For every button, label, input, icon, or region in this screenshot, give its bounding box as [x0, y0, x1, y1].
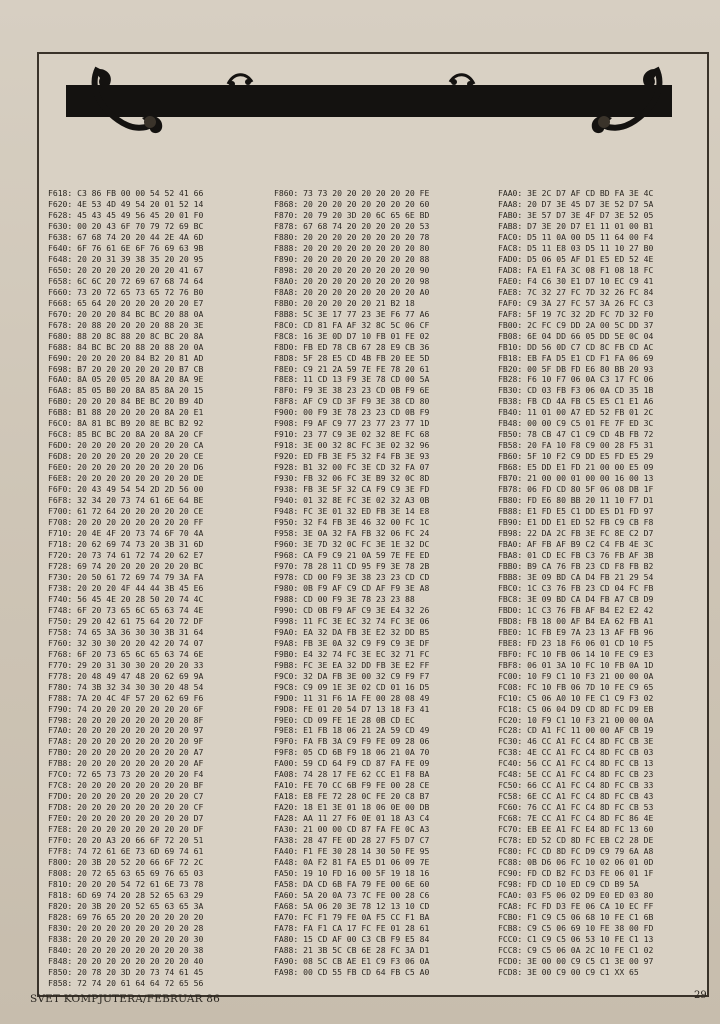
hex-row: FAF8: 5F 19 7C 32 2D FC 7D 32 F0 — [498, 308, 654, 319]
hex-row: F888: 20 20 20 20 20 20 20 20 80 — [274, 242, 430, 253]
hex-row: F7B8: 20 20 20 20 20 20 20 20 AF — [48, 758, 204, 769]
hex-row: F9A8: FB 3E 0A 32 C9 F9 C9 3E DF — [274, 637, 430, 648]
hex-row: F6E0: 20 20 20 20 20 20 20 20 D6 — [48, 462, 204, 473]
hex-row: FC28: CD A1 FC 11 00 00 AF CB 19 — [498, 725, 654, 736]
hex-row: FA00: 59 CD 64 F9 CD 87 FA FE 09 — [274, 758, 430, 769]
hex-row: F738: 20 20 20 4F 44 44 3B 45 E6 — [48, 582, 204, 593]
hex-row: F8E8: 11 CD 13 F9 3E 78 CD 00 5A — [274, 374, 430, 385]
hex-row: F9B8: FC 3E EA 32 DD FB 3E E2 FF — [274, 659, 430, 670]
hex-row: F6D8: 20 20 20 20 20 20 20 20 CE — [48, 451, 204, 462]
hex-row: FA18: E8 FE 72 28 0C FE 20 C8 B7 — [274, 791, 430, 802]
hex-row: F760: 32 30 30 20 20 42 20 74 07 — [48, 637, 204, 648]
hex-row: FAF0: C9 3A 27 FC 57 3A 26 FC C3 — [498, 297, 654, 308]
hex-row: FC70: EB EE A1 FC E4 8D FC 13 60 — [498, 824, 654, 835]
hex-row: F8E0: C9 21 2A 59 7E FE 78 20 61 — [274, 363, 430, 374]
hex-row: F800: 20 3B 20 52 20 66 6F 72 2C — [48, 857, 204, 868]
hex-row: F678: 20 88 20 20 20 20 88 20 3E — [48, 319, 204, 330]
hex-row: FC00: 10 F9 C1 10 F3 21 00 00 0A — [498, 670, 654, 681]
hex-row: FC08: FC 10 FB 06 7D 10 FE C9 65 — [498, 681, 654, 692]
hex-row: F900: 00 F9 3E 78 23 23 CD 0B F9 — [274, 407, 430, 418]
hex-row: F858: 72 74 20 61 64 64 72 65 56 — [48, 977, 204, 988]
hex-row: FB00: 2C FC C9 DD 2A 00 5C DD 37 — [498, 319, 654, 330]
hex-row: F6B8: B1 88 20 20 20 20 8A 20 E1 — [48, 407, 204, 418]
hex-row: F9C8: C9 09 1E 3E 02 CD 01 16 D5 — [274, 681, 430, 692]
hex-row: F9F8: 05 CD 6B F9 18 06 21 0A 70 — [274, 747, 430, 758]
hex-row: F818: 6D 69 74 20 28 52 65 63 29 — [48, 890, 204, 900]
hex-row: F6C8: 85 BC BC 20 8A 20 8A 20 CF — [48, 429, 204, 440]
hex-row: FBE0: 1C FB E9 7A 23 13 AF FB 96 — [498, 626, 654, 637]
hex-row: F880: 20 20 20 20 20 20 20 20 78 — [274, 231, 430, 242]
hex-row: F6F8: 32 34 20 73 74 61 6E 64 BE — [48, 495, 204, 506]
hex-row: F938: FB 3E 5F 32 CA F9 C9 3E FD — [274, 484, 430, 495]
hex-row: F910: 23 77 C9 3E 02 32 8E FC 68 — [274, 429, 430, 440]
hex-row: F6A8: 85 05 B0 20 8A 85 8A 20 15 — [48, 385, 204, 396]
hex-row: F920: ED FB 3E F5 32 F4 FB 3E 93 — [274, 451, 430, 462]
hex-row: FB20: 00 5F DB FD E6 80 BB 20 93 — [498, 363, 654, 374]
hex-row: FBC8: 3E 09 BD CA D4 FB A7 CB D9 — [498, 593, 654, 604]
hex-row: FCD0: 3E 00 00 C9 C5 C1 3E 00 97 — [498, 955, 654, 966]
hex-row: F8F0: F9 3E 38 23 23 CD 0B F9 6E — [274, 385, 430, 396]
hex-row: FB38: FB CD 4A FB C5 E5 C1 E1 A6 — [498, 396, 654, 407]
page-number: 29 — [694, 990, 707, 1001]
hex-row: FA88: 21 3B 5C CB 6E 28 FC 3A D1 — [274, 944, 430, 955]
hex-row: FB88: E1 FD E5 C1 DD E5 D1 FD 97 — [498, 506, 654, 517]
hex-row: FA90: 08 5C CB AE E1 C9 F3 06 0A — [274, 955, 430, 966]
hex-row: FC88: 0B D6 06 FC 10 02 06 01 0D — [498, 857, 654, 868]
hex-row: F958: 3E 0A 32 FA FB 32 06 FC 24 — [274, 528, 430, 539]
hex-row: F680: 88 20 8C 88 20 8C BC 20 8A — [48, 330, 204, 341]
hex-row: FA78: FA F1 CA 17 FC FE 01 28 61 — [274, 922, 430, 933]
hex-row: F7F8: 74 72 61 6E 73 6D 69 74 61 — [48, 846, 204, 857]
hex-row: F948: FC 3E 01 32 ED FB 3E 14 E8 — [274, 506, 430, 517]
hex-row: F7B0: 20 20 20 20 20 20 20 20 A7 — [48, 747, 204, 758]
hex-row: FB10: DD 56 0D C7 CD 8C FB CD AC — [498, 341, 654, 352]
hex-row: FBF8: 06 01 3A 10 FC 10 FB 0A 1D — [498, 659, 654, 670]
hex-row: FA20: 18 E1 3E 01 18 06 0E 00 DB — [274, 802, 430, 813]
hex-row: F640: 6F 76 61 6E 6F 76 69 63 9B — [48, 242, 204, 253]
hex-row: F638: 67 68 74 20 20 44 2E 4A 6D — [48, 231, 204, 242]
hex-row: FC80: FC CD 8D FC D9 C9 79 6A A8 — [498, 846, 654, 857]
scroll-ornament-small-right — [448, 70, 476, 90]
hex-row: F6C0: 8A 81 BC B9 20 8E BC B2 92 — [48, 418, 204, 429]
scroll-ornament-left — [88, 64, 168, 138]
hex-row: FB90: E1 DD E1 ED 52 FB C9 CB F8 — [498, 517, 654, 528]
hex-row: FCA8: FC FD D3 FE 06 CA 10 EC FF — [498, 900, 654, 911]
hex-row: F8A8: 20 20 20 20 20 20 20 20 A0 — [274, 286, 430, 297]
hex-row: F8F8: AF C9 CD 3F F9 3E 38 CD 80 — [274, 396, 430, 407]
hex-row: F688: 84 BC BC 20 88 20 88 20 0A — [48, 341, 204, 352]
hex-row: FCA0: 03 F5 06 02 D9 E0 ED 03 80 — [498, 890, 654, 900]
hex-row: FA40: F1 FE 30 28 14 30 50 FE 95 — [274, 846, 430, 857]
hex-row: FA60: 5A 20 0A 73 7C FE 00 28 C6 — [274, 890, 430, 900]
hex-row: FC58: 6E CC A1 FC C4 8D FC CB 43 — [498, 791, 654, 802]
hex-row: F718: 20 62 69 74 73 20 3B 31 6D — [48, 539, 204, 549]
hex-row: FB50: 78 CB 47 C1 C9 CD 4B FB 72 — [498, 429, 654, 440]
hex-row: F618: C3 86 FB 00 00 54 52 41 66 — [48, 188, 204, 198]
hex-row: FC60: 76 CC A1 FC C4 8D FC CB 53 — [498, 802, 654, 813]
hex-row: F7F0: 20 20 A3 20 66 6F 72 20 51 — [48, 835, 204, 846]
hex-row: F698: B7 20 20 20 20 20 20 B7 CB — [48, 363, 204, 374]
hex-row: F620: 4E 53 4D 49 54 20 01 52 14 — [48, 198, 204, 209]
hex-row: FB78: 06 FD CD 80 5F 06 08 DB 1F — [498, 484, 654, 495]
hex-row: FB40: 11 01 00 A7 ED 52 FB 01 2C — [498, 407, 654, 418]
hex-row: F970: 78 28 11 CD 95 F9 3E 78 2B — [274, 560, 430, 571]
hex-row: F658: 6C 6C 20 72 69 67 68 74 64 — [48, 275, 204, 286]
hex-row: F848: 20 20 20 20 20 20 20 20 40 — [48, 955, 204, 966]
hex-row: F850: 20 78 20 3D 20 73 74 61 45 — [48, 966, 204, 977]
hex-row: FBB8: 3E 09 BD CA D4 FB 21 29 54 — [498, 571, 654, 582]
hex-row: FC98: FD CD 10 ED C9 CD B9 5A — [498, 879, 639, 890]
hex-row: FB08: 6E 04 DD 66 05 DD 5E 0C 04 — [498, 330, 654, 341]
hex-row: FAE0: F4 C6 30 E1 D7 10 EC C9 41 — [498, 275, 654, 286]
hex-row: F6A0: 8A 05 20 05 20 8A 20 8A 9E — [48, 374, 204, 385]
hex-row: F868: 20 20 20 20 20 20 20 20 60 — [274, 198, 430, 209]
hex-row: FAA8: 20 D7 3E 45 D7 3E 52 D7 5A — [498, 198, 654, 209]
hex-column-1 — [48, 188, 203, 989]
hex-row: F968: CA F9 C9 21 0A 59 7E FE ED — [274, 549, 430, 560]
hex-row: FC38: 4E CC A1 FC C4 8D FC CB 03 — [498, 747, 654, 758]
hex-row: F778: 20 48 49 47 48 20 62 69 9A — [48, 670, 204, 681]
hex-row: FAE8: 7C 32 27 FC 7D 32 26 FC 84 — [498, 286, 654, 297]
hex-row: F978: CD 00 F9 3E 38 23 23 CD CD — [274, 571, 430, 582]
hex-row: F9F0: FA FB 3A C9 F9 FE 09 28 06 — [274, 736, 430, 747]
hex-row: FB48: 00 00 C9 C5 01 FE 7F ED 3C — [498, 418, 654, 429]
scroll-ornament-right — [586, 64, 666, 138]
hex-row: FCB8: C9 C5 06 69 10 FE 38 00 FD — [498, 922, 654, 933]
hex-row: F668: 65 64 20 20 20 20 20 20 E7 — [48, 297, 204, 308]
hex-row: FB70: 21 00 00 01 00 00 16 00 13 — [498, 473, 654, 484]
hex-row: FBB0: B9 CA 76 FB 23 CD F8 FB B2 — [498, 560, 654, 571]
hex-row: FCB0: F1 C9 C5 06 68 10 FE C1 6B — [498, 911, 654, 922]
hex-row: FA28: AA 11 27 F6 0E 01 18 A3 C4 — [274, 813, 430, 824]
hex-row: F720: 20 73 74 61 72 74 20 62 E7 — [48, 549, 204, 560]
hex-row: F8D8: 5F 28 E5 CD 4B FB 20 EE 5D — [274, 352, 430, 363]
hex-row: F650: 20 20 20 20 20 20 20 41 67 — [48, 264, 204, 275]
hex-row: FC18: C5 06 04 D9 CD 8D FC D9 EB — [498, 703, 654, 714]
hex-row: F788: 7A 20 4C 4F 57 20 62 69 F6 — [48, 692, 204, 703]
hex-row: FC30: 46 CC A1 FC C4 8D FC CB 3E — [498, 736, 654, 747]
hex-row: FB28: F6 10 F7 06 0A C3 17 FC 06 — [498, 374, 654, 385]
hex-row: FA38: 28 47 FE 0D 28 27 F5 D7 C7 — [274, 835, 430, 846]
hex-row: F7A8: 20 20 20 20 20 20 20 20 9F — [48, 736, 204, 747]
hex-row: F8B8: 5C 3E 17 77 23 3E F6 77 A6 — [274, 308, 430, 319]
hex-row: FC90: FD CD B2 FC D3 FE 06 01 1F — [498, 868, 654, 879]
hex-row: FA50: 19 10 FD 16 00 5F 19 18 16 — [274, 868, 430, 879]
hex-row: F860: 73 73 20 20 20 20 20 20 FE — [274, 188, 430, 198]
hex-row: F6B0: 20 20 20 84 BE BC 20 B9 4D — [48, 396, 204, 407]
hex-row: F6D0: 20 20 20 20 20 20 20 20 CA — [48, 440, 204, 451]
hex-row: F758: 74 65 3A 36 30 30 3B 31 64 — [48, 626, 204, 637]
hex-row: F768: 6F 20 73 65 6C 65 63 74 6E — [48, 648, 204, 659]
hex-row: FB98: 22 DA 2C FB 3E FC 8E C2 D7 — [498, 528, 654, 539]
hex-row: F820: 20 3B 20 20 52 65 63 65 3A — [48, 900, 204, 911]
hex-row: F780: 74 3B 32 34 30 30 20 48 54 — [48, 681, 204, 692]
hex-row: FA70: FC F1 79 FE 0A F5 CC F1 BA — [274, 911, 430, 922]
hex-row: F750: 29 20 42 61 75 64 20 72 DF — [48, 615, 204, 626]
hex-row: FC50: 66 CC A1 FC C4 8D FC CB 33 — [498, 780, 654, 791]
hex-row: FA08: 74 28 17 FE 62 CC E1 F8 BA — [274, 769, 430, 780]
hex-row: F690: 20 20 20 20 84 B2 20 81 AD — [48, 352, 204, 363]
hex-row: FB58: 20 FA 10 F8 C9 00 28 F5 31 — [498, 440, 654, 451]
hex-column-2 — [274, 188, 429, 978]
hex-row: FAC0: D5 11 0A 00 D5 11 64 00 F4 — [498, 231, 654, 242]
hex-row: F998: 11 FC 3E EC 32 74 FC 3E 06 — [274, 615, 430, 626]
hex-row: F8D0: FB ED 78 CB 67 28 E9 CB 36 — [274, 341, 430, 352]
hex-row: FCC8: C9 C5 06 0A 2C 10 FE C1 02 — [498, 944, 654, 955]
hex-row: F7C8: 20 20 20 20 20 20 20 20 BF — [48, 780, 204, 791]
hex-row: F660: 73 20 72 65 73 65 72 76 B0 — [48, 286, 204, 297]
hex-row: F8A0: 20 20 20 20 20 20 20 20 98 — [274, 275, 430, 286]
hex-row: FAB0: 3E 57 D7 3E 4F D7 3E 52 05 — [498, 209, 654, 220]
hex-row: FBA8: 01 CD EC FB C3 76 FB AF 3B — [498, 549, 654, 560]
hex-row: F878: 67 68 74 20 20 20 20 20 53 — [274, 220, 430, 231]
hex-column-3 — [498, 188, 653, 978]
hex-row: F728: 69 74 20 20 20 20 20 20 BC — [48, 560, 204, 571]
scroll-ornament-small-left — [226, 70, 254, 90]
hex-row: FA68: 5A 06 20 3E 78 12 13 10 CD — [274, 900, 430, 911]
hex-row: FBF0: FC 10 FB 06 14 10 FE C9 E3 — [498, 648, 654, 659]
hex-row: F770: 29 20 31 30 30 20 20 20 33 — [48, 659, 204, 670]
hex-row: FA10: FE 70 CC 6B F9 FE 00 28 CE — [274, 780, 430, 791]
hex-row: FBC0: 1C C3 76 FB 23 CD 04 FC FB — [498, 582, 654, 593]
hex-row: F7D8: 20 20 20 20 20 20 20 20 CF — [48, 802, 204, 813]
hex-row: F980: 0B F9 AF C9 CD AF F9 3E A8 — [274, 582, 430, 593]
hex-row: FB80: FD E6 80 BB 20 11 10 F7 D1 — [498, 495, 654, 506]
hex-row: F630: 00 20 43 6F 70 79 72 69 BC — [48, 220, 204, 231]
hex-row: FAD0: D5 06 05 AF D1 E5 ED 52 4E — [498, 253, 654, 264]
hex-row: FBD8: FB 18 00 AF B4 EA 62 FB A1 — [498, 615, 654, 626]
hex-row: FA98: 00 CD 55 FB CD 64 FB C5 A0 — [274, 966, 430, 977]
hex-row: F9C0: 32 DA FB 3E 00 32 C9 F9 F7 — [274, 670, 430, 681]
hex-row: F9E0: CD 09 FE 1E 28 0B CD EC — [274, 714, 415, 725]
hex-row: FC48: 5E CC A1 FC C4 8D FC CB 23 — [498, 769, 654, 780]
hex-row: FA48: 0A F2 81 FA E5 D1 06 09 7E — [274, 857, 430, 868]
hex-row: FB30: CD 03 FB F3 06 0A CD 35 1B — [498, 385, 654, 396]
hex-row: F790: 74 20 20 20 20 20 20 20 6F — [48, 703, 204, 714]
hex-row: F6E8: 20 20 20 20 20 20 20 20 DE — [48, 473, 204, 484]
hex-listing — [48, 188, 708, 988]
hex-row: F9B0: E4 32 74 FC 3E EC 32 71 FC — [274, 648, 430, 659]
hex-row: F700: 61 72 64 20 20 20 20 20 CE — [48, 506, 204, 517]
hex-row: F8C0: CD 81 FA AF 32 8C 5C 06 CF — [274, 319, 430, 330]
hex-row: F7E8: 20 20 20 20 20 20 20 20 DF — [48, 824, 204, 835]
hex-row: F628: 45 43 45 49 56 45 20 01 F0 — [48, 209, 204, 220]
hex-row: F7A0: 20 20 20 20 20 20 20 20 97 — [48, 725, 204, 736]
hex-row: F830: 20 20 20 20 20 20 20 20 28 — [48, 922, 204, 933]
hex-row: FAB8: D7 3E 20 D7 E1 11 01 00 B1 — [498, 220, 654, 231]
hex-row: F7D0: 20 20 20 20 20 20 20 20 C7 — [48, 791, 204, 802]
hex-row: F708: 20 20 20 20 20 20 20 20 FF — [48, 517, 204, 528]
hex-row: F740: 56 45 4E 20 28 50 20 74 4C — [48, 593, 204, 604]
hex-row: F710: 20 4E 4F 20 73 74 6F 70 4A — [48, 528, 204, 539]
hex-row: FB60: 5F 10 F2 C9 DD E5 FD E5 29 — [498, 451, 654, 462]
hex-row: F748: 6F 20 73 65 6C 65 63 74 4E — [48, 604, 204, 615]
hex-row: F7E0: 20 20 20 20 20 20 20 20 D7 — [48, 813, 204, 824]
hex-row: F908: F9 AF C9 77 23 77 23 77 1D — [274, 418, 430, 429]
hex-row: F9D0: 11 31 F6 1A FE 00 28 08 49 — [274, 692, 430, 703]
hex-row: FC68: 7E CC A1 FC C4 8D FC 86 4E — [498, 813, 654, 824]
hex-row: F6F0: 20 43 49 54 54 2D 2D 56 00 — [48, 484, 204, 495]
hex-row: F9D8: FE 01 20 54 D7 13 18 F3 41 — [274, 703, 430, 714]
hex-row: FC10: C5 06 A0 10 FE C1 C9 F3 02 — [498, 692, 654, 703]
footer-publication: SVET KOMPJUTERA/FEBRUAR 86 — [30, 993, 221, 1005]
hex-row: FA30: 21 00 00 CD 87 FA FE 0C A3 — [274, 824, 430, 835]
hex-row: F798: 20 20 20 20 20 20 20 20 8F — [48, 714, 204, 725]
hex-row: F808: 20 72 65 63 65 69 76 65 03 — [48, 868, 204, 879]
hex-row: FC40: 56 CC A1 FC C4 8D FC CB 13 — [498, 758, 654, 769]
hex-row: F918: 3E 00 32 8C FC 3E 02 32 96 — [274, 440, 430, 451]
hex-row: FCD8: 3E 00 C9 00 C9 C1 XX 65 — [498, 966, 639, 977]
hex-row: FCC0: C1 C9 C5 06 53 10 FE C1 13 — [498, 933, 654, 944]
hex-row: F9A0: EA 32 DA FB 3E E2 32 DD B5 — [274, 626, 430, 637]
hex-row: F960: 3E 7D 32 0C FC 3E 1E 32 DC — [274, 539, 430, 549]
hex-row: FB18: EB FA D5 E1 CD F1 FA 06 69 — [498, 352, 654, 363]
hex-row: F990: CD 0B F9 AF C9 3E E4 32 26 — [274, 604, 430, 615]
hex-row: F898: 20 20 20 20 20 20 20 20 90 — [274, 264, 430, 275]
hex-row: FA80: 15 CD AF 00 C3 CB F9 E5 84 — [274, 933, 430, 944]
hex-row: F890: 20 20 20 20 20 20 20 20 88 — [274, 253, 430, 264]
hex-row: F840: 20 20 20 20 20 20 20 20 38 — [48, 944, 204, 955]
hex-row: F950: 32 F4 FB 3E 46 32 00 FC 1C — [274, 517, 430, 528]
hex-row: FBE8: FD 23 18 F6 06 01 CD 10 F5 — [498, 637, 654, 648]
hex-row: FBA0: AF FB AF B9 C2 C4 FB 4E 3C — [498, 539, 654, 549]
hex-row: F648: 20 20 31 39 38 35 20 20 95 — [48, 253, 204, 264]
hex-row: FA58: DA CD 6B FA 79 FE 00 6E 60 — [274, 879, 430, 890]
hex-row: FC20: 10 F9 C1 10 F3 21 00 00 0A — [498, 714, 654, 725]
hex-row: FAC8: D5 11 E8 03 D5 11 10 27 B0 — [498, 242, 654, 253]
hex-row: F7C0: 72 65 73 73 20 20 20 20 F4 — [48, 769, 204, 780]
hex-row: FC78: ED 52 CD 8D FC EB C2 28 DE — [498, 835, 654, 846]
hex-row: FB68: E5 DD E1 FD 21 00 00 E5 09 — [498, 462, 654, 473]
hex-row: F940: 01 32 8E FC 3E 02 32 A3 0B — [274, 495, 430, 506]
hex-row: F8B0: 20 20 20 20 20 21 B2 18 — [274, 297, 415, 308]
hex-row: F670: 20 20 20 84 BC BC 20 88 0A — [48, 308, 204, 319]
hex-row: F828: 69 76 65 20 20 20 20 20 20 — [48, 911, 204, 922]
hex-row: F810: 20 20 20 54 72 61 6E 73 78 — [48, 879, 204, 890]
hex-row: F928: B1 32 00 FC 3E CD 32 FA 07 — [274, 462, 430, 473]
hex-row: F870: 20 79 20 3D 20 6C 65 6E BD — [274, 209, 430, 220]
hex-row: F9E8: E1 FB 18 06 21 2A 59 CD 49 — [274, 725, 430, 736]
hex-row: FAD8: FA E1 FA 3C 08 F1 08 18 FC — [498, 264, 654, 275]
hex-row: F930: FB 32 06 FC 3E B9 32 0C 8D — [274, 473, 430, 484]
hex-row: F838: 20 20 20 20 20 20 20 20 30 — [48, 933, 204, 944]
hex-row: F730: 20 50 61 72 69 74 79 3A FA — [48, 571, 204, 582]
hex-row: F988: CD 00 F9 3E 78 23 23 88 — [274, 593, 415, 604]
hex-row: FAA0: 3E 2C D7 AF CD BD FA 3E 4C — [498, 188, 654, 198]
hex-row: FBD0: 1C C3 76 FB AF B4 E2 E2 42 — [498, 604, 654, 615]
hex-row: F8C8: 16 3E 0D D7 10 FB 01 FE 02 — [274, 330, 430, 341]
